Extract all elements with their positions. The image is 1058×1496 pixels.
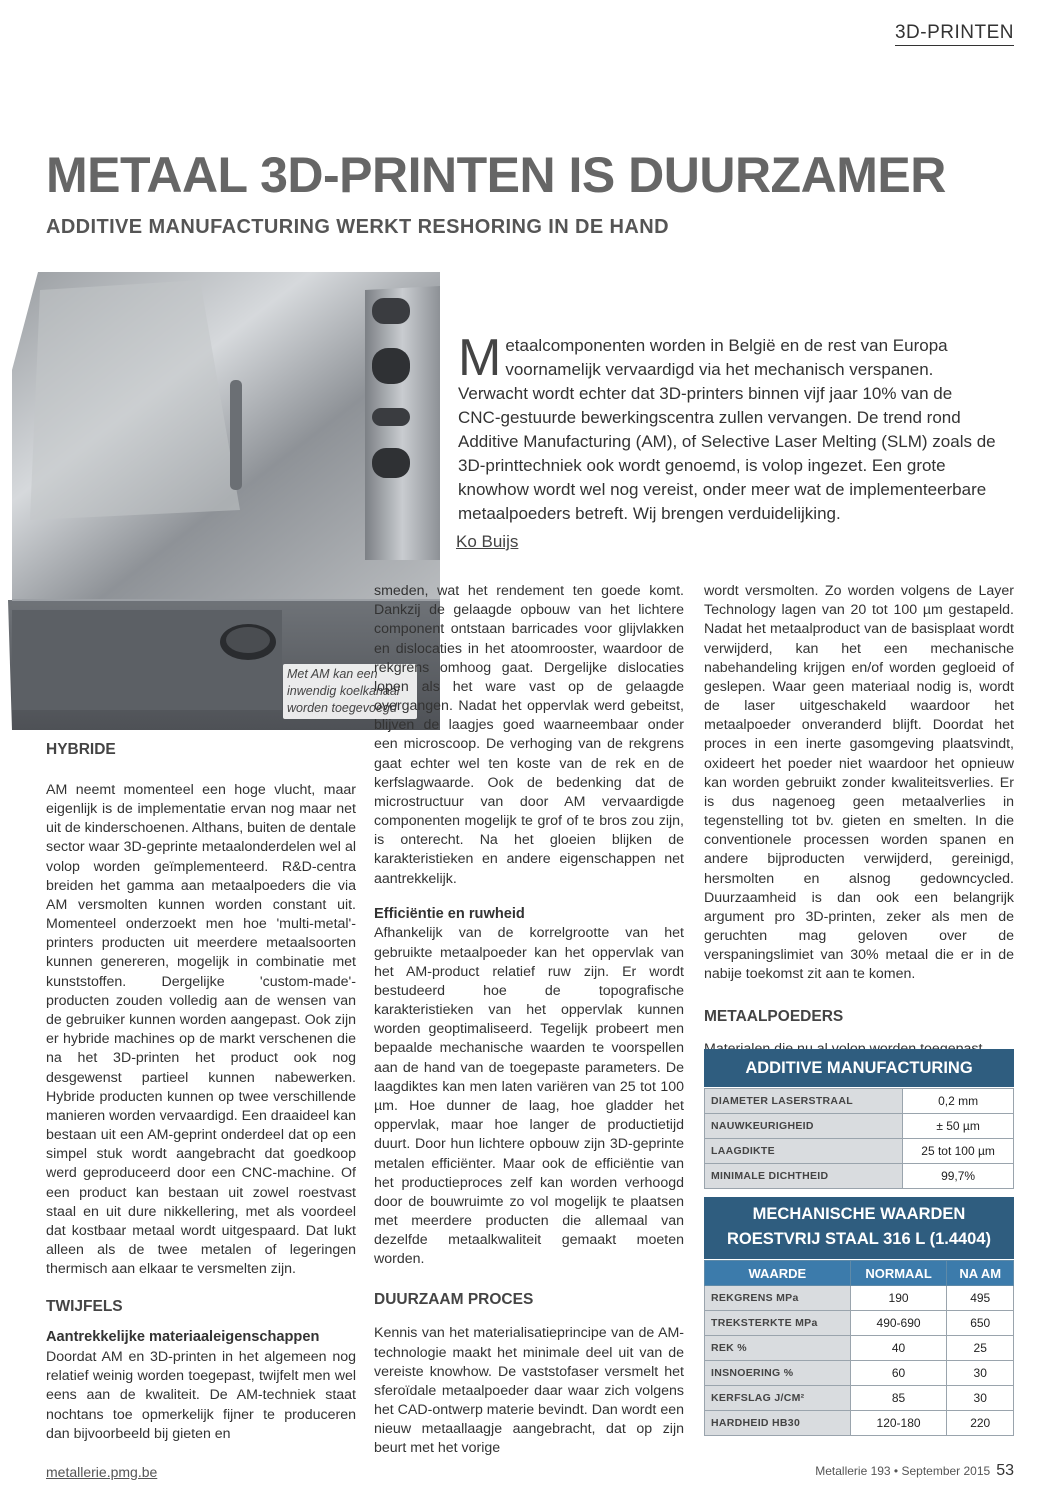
photo-caption: Met AM kan een inwendig koelkanaal worden toegevoegd <box>283 664 417 719</box>
col-header-waarde: WAARDE <box>705 1261 851 1286</box>
mech-row-label: REK % <box>705 1336 851 1361</box>
subheading-aantrekkelijk: Aantrekkelijke materiaaleigenschappen <box>46 1329 320 1346</box>
article-title: METAAL 3D-PRINTEN IS DUURZAMER <box>46 147 946 203</box>
paragraph-versmolten: wordt versmolten. Zo worden volgens de Layer Technology lagen van 20 tot 100 µm gestapeld. Nadat het metaalproduct van de basisplaat wordt verwijderd, kan het een mechanische nabehandeling krijgen en/of worden gegloeid of geslepen. Waar geen materiaal nodig is, wordt de laser uitgeschakeld waardoor het metaalpoeder onveranderd blijft. Doordat het proces in een inerte gasomgeving plaatsvindt, oxideert het poeder niet waardoor het opnieuw kan worden gebruikt zonder kwaliteitsverlies. Er is dus nagenoeg geen metaalverlies in tegenstelling tot bv. gieten en smelten. In die conventionele processen worden spanen en andere bijproducten verwijderd, gereinigd, hersmolten en alsnog gedowncycled. Duurzaamheid is dan ook een belangrijk argument pro 3D-printen, zeker als men de geruchten mag geloven over de verspaningslimiet van 30% metaal die er in de nabije toekomst zit aan te komen. <box>704 583 1014 983</box>
mech-table <box>704 1260 1014 1436</box>
heading-hybride: HYBRIDE <box>46 741 116 758</box>
table-row <box>705 1139 1014 1164</box>
table-row <box>705 1411 1014 1436</box>
column-3 <box>704 582 1014 1059</box>
am-row-label: MINIMALE DICHTHEID <box>705 1164 903 1189</box>
footer-issue <box>815 1462 1014 1480</box>
am-row-value: ± 50 µm <box>903 1114 1014 1139</box>
article-subtitle: ADDITIVE MANUFACTURING WERKT RESHORING IN DE HAND <box>46 216 669 238</box>
col-header-na-am: NA AM <box>947 1261 1014 1286</box>
mech-table-title: MECHANISCHE WAARDEN <box>704 1197 1014 1228</box>
col-header-normaal: NORMAAL <box>850 1261 947 1286</box>
mech-row-na-am: 30 <box>947 1361 1014 1386</box>
mech-row-label: INSNOERING % <box>705 1361 851 1386</box>
mech-row-normaal: 120-180 <box>850 1411 947 1436</box>
am-table <box>704 1088 1014 1189</box>
column-1 <box>46 740 356 1444</box>
intro-text: etaalcomponenten worden in België en de rest van Europa voornamelijk vervaardigd via het mechanisch verspanen. Verwacht wordt echter dat 3D-printers binnen vijf jaar 10% van de CNC-gestuurde bewerkingscentra zullen vervangen. De trend rond Additive Manufacturing (AM), of Selective Laser Melting (SLM) zoals de 3D-printtechniek ook wordt genoemd, is volop ingezet. Een grote knowhow wordt wel nog vereist, onder meer wat de implementeerbare metaalpoeders betreft. Wij brengen verduidelijking. <box>458 336 996 523</box>
intro-paragraph <box>458 329 998 526</box>
mech-row-label: REKGRENS MPa <box>705 1286 851 1311</box>
paragraph-efficientie: Afhankelijk van de korrelgrootte van het gebruikte metaalpoeder kan het oppervlak van het AM-product relatief ruw zijn. Er wordt bestudeerd hoe de topografische karakteristieken van het oppervlak kunnen worden geoptimaliseerd. Tegelijk probeert men bepaalde mechanische waarden te voorspellen aan de hand van de toegepaste parameters. De laagdiktes kan men laten variëren van 25 tot 100 µm. Hoe dunner de laag, hoe gladder het oppervlak, maar hoe langer de productietijd duurt. Door hun lichtere opbouw zijn 3D-geprinte metalen efficiënter. Maar ook de efficiëntie van het productieproces zelf kan worden verhoogd door de bouwruimte zo vol mogelijk te plaatsen met meerdere producten die allemaal van dezelfde metaalkwaliteit gemaakt moeten worden. <box>374 925 684 1268</box>
subheading-efficientie: Efficiëntie en ruwheid <box>374 905 525 922</box>
mech-row-label: KERFSLAG J/CM² <box>705 1386 851 1411</box>
paragraph-twijfels: Doordat AM en 3D-printen in het algemeen nog relatief weinig worden toegepast, twijfelt men wel eens aan de kwaliteit. De AM-techniek staat nochtans toe opmerkelijk fijner te produceren dan bijvoorbeeld bij gieten en <box>46 1349 356 1442</box>
mech-table-subtitle: ROESTVRIJ STAAL 316 L (1.4404) <box>704 1228 1014 1260</box>
am-table-title: ADDITIVE MANUFACTURING <box>704 1049 1014 1088</box>
table-header-row <box>705 1261 1014 1286</box>
page-number: 53 <box>996 1462 1014 1479</box>
column-2 <box>374 582 684 1459</box>
mech-row-na-am: 25 <box>947 1336 1014 1361</box>
am-row-value: 0,2 mm <box>903 1089 1014 1114</box>
paragraph-hybride: AM neemt momenteel een hoge vlucht, maar eigenlijk is de implementatie ervan nog maar net uit de kinderschoenen. Althans, buiten de dentale sector waar 3D-geprinte metaalonderdelen wel al volop worden geïmplementeerd. R&D-centra breiden het gamma aan metaalpoeders die via AM versmolten kunnen worden constant uit. Momenteel onderzoekt men hoe 'multi-metal'-printers producten uit meerdere metaalsoorten kunnen genereren, mogelijk in combinatie met kunststoffen. Dergelijke 'custom-made'-producten zouden volledig aan de wensen van de gebruiker kunnen worden aangepast. Ook zijn er hybride machines op de markt verschenen die na het 3D-printen het product ook nog desgewenst partieel kunnen nabewerken. Hybride producten kunnen op twee verschillende manieren worden vervaardigd. Een draaideel kan bestaan uit een AM-geprint onderdeel dat op een simpel stuk wordt aangebracht dat goedkoop werd geproduceerd door een CNC-machine. Of een product kan bestaan uit zowel roestvast staal en uit dure nikkellering, met als voordeel dat kostbaar metaal wordt uitgespaard. Dat lukt alleen als de twee metalen of legeringen thermisch aan elkaar te versmelten zijn. <box>46 781 356 1278</box>
table-row <box>705 1114 1014 1139</box>
am-row-value: 25 tot 100 µm <box>903 1139 1014 1164</box>
am-row-value: 99,7% <box>903 1164 1014 1189</box>
table-row <box>705 1336 1014 1361</box>
paragraph-smeden: smeden, wat het rendement ten goede komt. Dankzij de gelaagde opbouw van het lichtere component ontstaan barricades voor glijvlakken en dislocaties in het atoomrooster, waardoor de rekgrens omhoog gaat. Dergelijke dislocaties lopen als het ware vast op de gelaagde overgangen. Nadat het oppervlak werd gebeitst, blijven de laagjes goed waarneembaar onder een microscoop. De verhoging van de rekgrens gaat echter wel ten koste van de rek en de kerfslagwaarde. Ook de bedenking dat de microstructuur van door AM vervaardigde componenten mogelijk te grof of te bros zou zijn, is onterecht. Na het gloeien blijken de karakteristieken en andere eigenschappen net aantrekkelijk. <box>374 583 684 887</box>
mech-row-normaal: 490-690 <box>850 1311 947 1336</box>
mech-row-na-am: 495 <box>947 1286 1014 1311</box>
author-byline[interactable]: Ko Buijs <box>456 532 519 551</box>
mech-row-label: HARDHEID HB30 <box>705 1411 851 1436</box>
table-row <box>705 1286 1014 1311</box>
mech-row-normaal: 85 <box>850 1386 947 1411</box>
table-row <box>705 1311 1014 1336</box>
table-row <box>705 1386 1014 1411</box>
table-row <box>705 1164 1014 1189</box>
footer-website-link[interactable]: metallerie.pmg.be <box>46 1464 158 1480</box>
heading-twijfels: TWIJFELS <box>46 1298 123 1316</box>
heading-metaalpoeders: METAALPOEDERS <box>704 1007 844 1025</box>
table-row <box>705 1361 1014 1386</box>
am-row-label: NAUWKEURIGHEID <box>705 1114 903 1139</box>
mech-row-na-am: 30 <box>947 1386 1014 1411</box>
mech-row-normaal: 40 <box>850 1336 947 1361</box>
mech-row-normaal: 60 <box>850 1361 947 1386</box>
specs-tables <box>704 1049 1014 1436</box>
mech-row-normaal: 190 <box>850 1286 947 1311</box>
am-row-label: LAAGDIKTE <box>705 1139 903 1164</box>
paragraph-duurzaam: Kennis van het materialisatieprincipe van de AM-technologie maakt het minimale deel uit van de vereiste knowhow. De vaststofaser versmelt het sferoïdale metaalpoeder daar waar zich volgens het CAD-ontwerp materie bevindt. Dan wordt een nieuw metaallaagje aangebracht, dat op zijn beurt met het vorige <box>374 1325 684 1457</box>
heading-duurzaam-proces: DUURZAAM PROCES <box>374 1290 534 1308</box>
intro-dropcap: M <box>458 329 502 387</box>
mech-row-na-am: 650 <box>947 1311 1014 1336</box>
section-tag: 3D-PRINTEN <box>895 22 1014 46</box>
am-row-label: DIAMETER LASERSTRAAL <box>705 1089 903 1114</box>
mech-row-na-am: 220 <box>947 1411 1014 1436</box>
footer-issue-text: Metallerie 193 • September 2015 <box>815 1464 991 1478</box>
table-row <box>705 1089 1014 1114</box>
mech-row-label: TREKSTERKTE MPa <box>705 1311 851 1336</box>
